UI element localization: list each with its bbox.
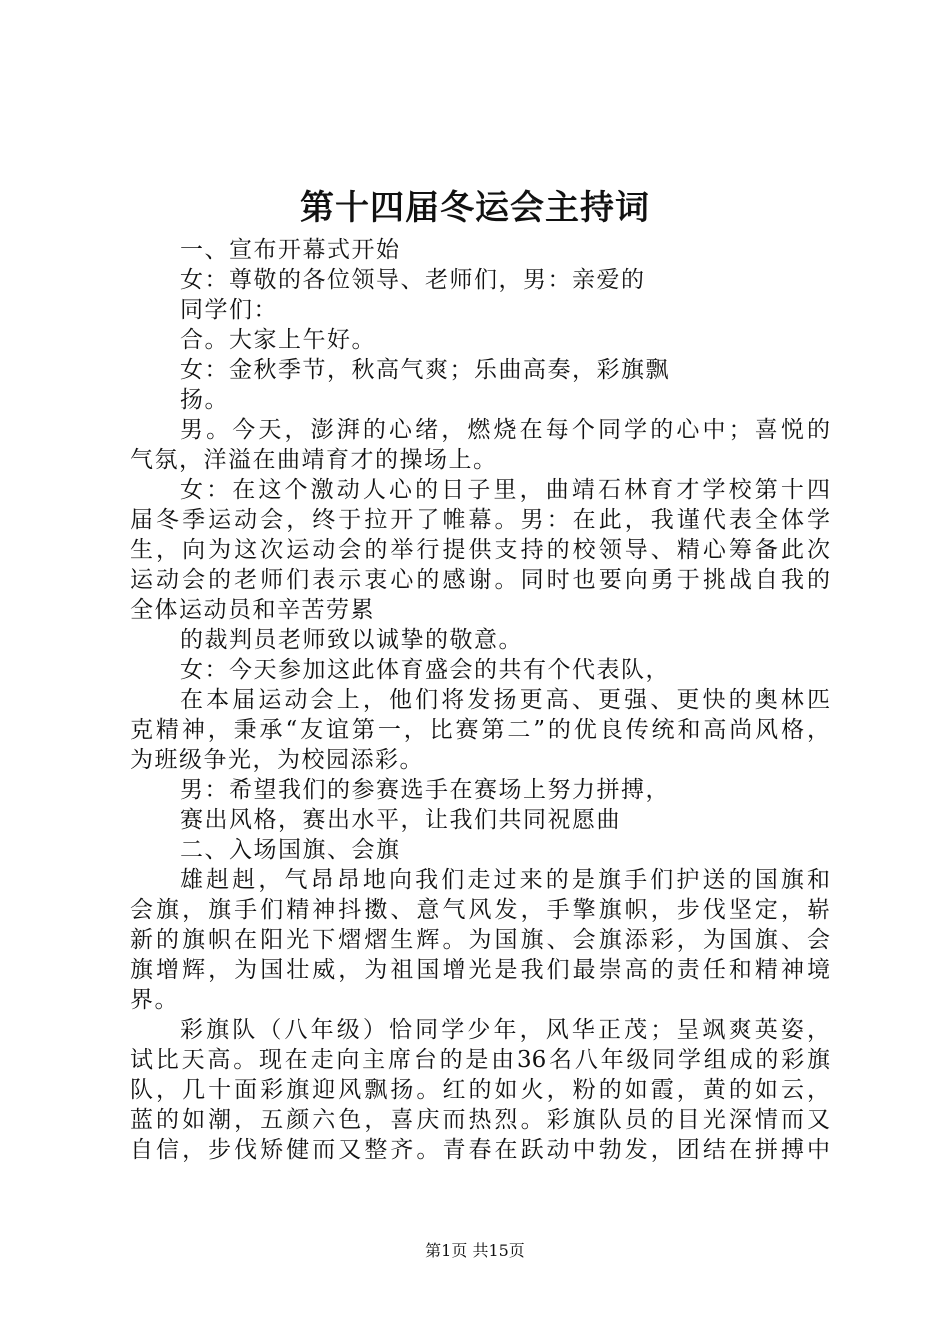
body-line: 雄赳赳，气昂昂地向我们走过来的是旗手们护送的国旗和 (180, 867, 830, 893)
body-line: 克精神，秉承“友谊第一，比赛第二”的优良传统和高尚风格， (130, 717, 830, 743)
body-line: 男。今天，澎湃的心绪，燃烧在每个同学的心中；喜悦的 (180, 417, 830, 443)
body-line: 二、入场国旗、会旗 (180, 837, 401, 863)
body-line: 为班级争光，为校园添彩。 (130, 747, 424, 773)
body-line: 的裁判员老师致以诚挚的敬意。 (180, 627, 523, 653)
body-line: 女：尊敬的各位领导、老师们，男：亲爱的 (180, 267, 646, 293)
body-line: 气氛，洋溢在曲靖育才的操场上。 (130, 447, 498, 473)
body-line: 队，几十面彩旗迎风飘扬。红的如火，粉的如霞，黄的如云， (130, 1077, 830, 1103)
body-line: 女：在这个激动人心的日子里，曲靖石林育才学校第十四 (180, 477, 830, 503)
body-line: 界。 (130, 987, 179, 1013)
body-line: 一、宣布开幕式开始 (180, 237, 401, 263)
body-line: 男：希望我们的参赛选手在赛场上努力拼搏， (180, 777, 670, 803)
body-line: 合。大家上午好。 (180, 327, 376, 353)
body-line: 新的旗帜在阳光下熠熠生辉。为国旗、会旗添彩，为国旗、会 (130, 927, 830, 953)
document-body (130, 235, 830, 1165)
body-line: 女：今天参加这此体育盛会的共有个代表队， (180, 657, 670, 683)
body-line: 旗增辉，为国壮威，为祖国增光是我们最崇高的责任和精神境 (130, 957, 830, 983)
body-line: 扬。 (180, 387, 229, 413)
body-line: 会旗，旗手们精神抖擞、意气风发，手擎旗帜，步伐坚定，崭 (130, 897, 830, 923)
document-title: 第十四届冬运会主持词 (300, 188, 650, 228)
body-line: 在本届运动会上，他们将发扬更高、更强、更快的奥林匹 (180, 687, 830, 713)
body-line: 试比天高。现在走向主席台的是由36名八年级同学组成的彩旗 (130, 1047, 830, 1073)
body-line: 自信，步伐矫健而又整齐。青春在跃动中勃发，团结在拼搏中 (130, 1137, 830, 1163)
body-line: 彩旗队（八年级）恰同学少年，风华正茂；呈飒爽英姿， (180, 1017, 830, 1043)
body-line: 女：金秋季节，秋高气爽；乐曲高奏，彩旗飘 (180, 357, 670, 383)
body-line: 赛出风格，赛出水平，让我们共同祝愿曲 (180, 807, 621, 833)
body-line: 全体运动员和辛苦劳累 (130, 597, 375, 623)
body-line: 届冬季运动会，终于拉开了帷幕。男：在此，我谨代表全体学 (130, 507, 830, 533)
body-line: 运动会的老师们表示衷心的感谢。同时也要向勇于挑战自我的 (130, 567, 830, 593)
body-line: 蓝的如潮，五颜六色，喜庆而热烈。彩旗队员的目光深情而又 (130, 1107, 830, 1133)
body-line: 同学们： (180, 297, 278, 323)
body-line: 生，向为这次运动会的举行提供支持的校领导、精心筹备此次 (130, 537, 830, 563)
page-footer: 第1页 共15页 (425, 1241, 525, 1260)
